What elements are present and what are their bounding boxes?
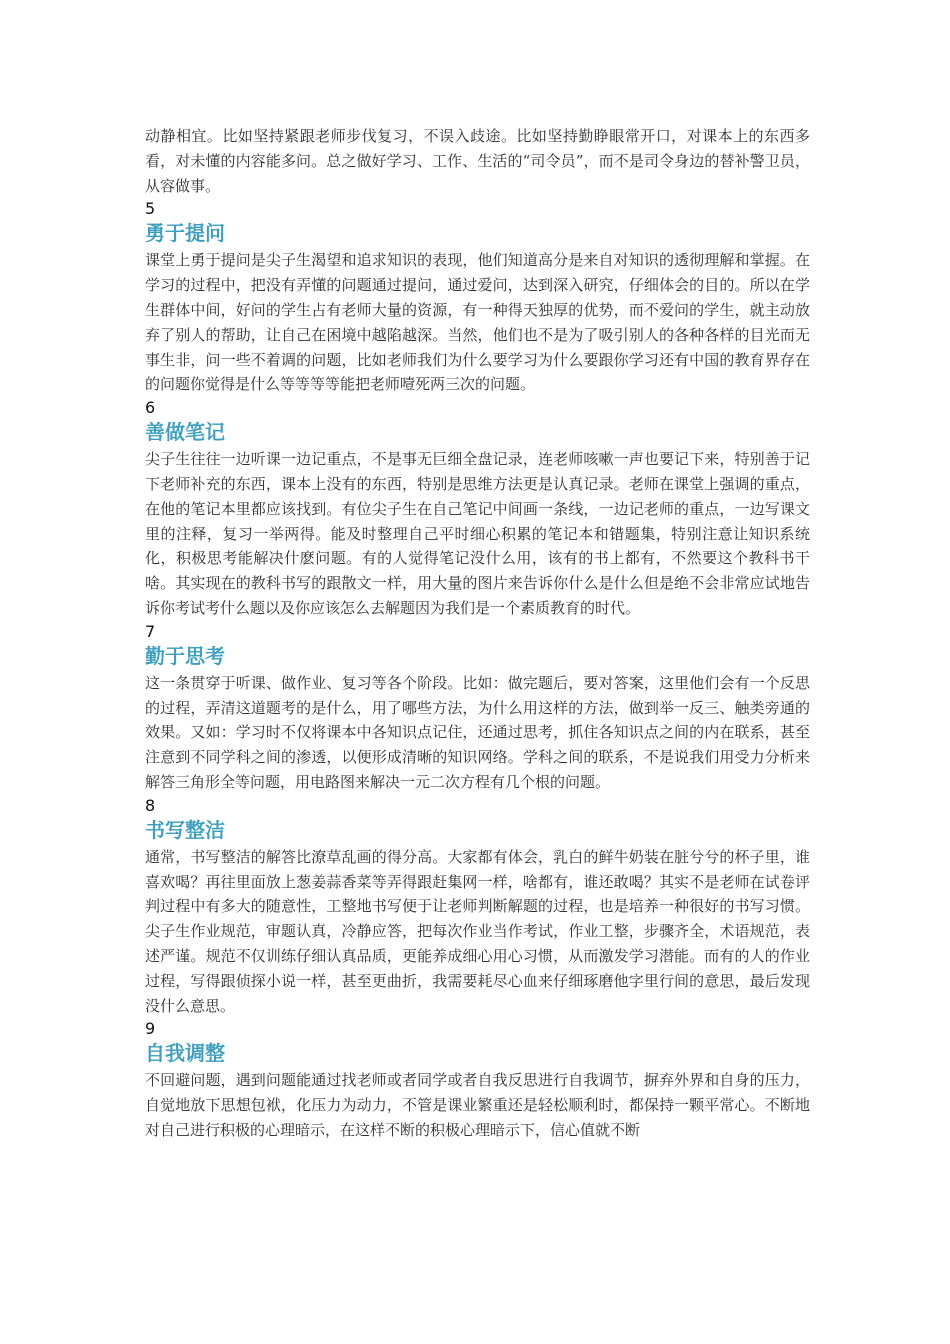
section-number: 9 xyxy=(145,1019,156,1039)
section-5 xyxy=(145,199,810,397)
section-number: 5 xyxy=(145,199,156,219)
section-heading: 善做笔记 xyxy=(145,420,225,445)
section-7 xyxy=(145,622,810,795)
section-body: 不回避问题，遇到问题能通过找老师或者同学或者自我反思进行自我调节，摒弃外界和自身的压力，自觉地放下思想包袱，化压力为动力，不管是课业繁重还是轻松顺利时，都保持一颗平常心。不断地对自己进行积极的心理暗示，在这样不断的积极心理暗示下，信心值就不断 xyxy=(145,1071,810,1139)
section-9 xyxy=(145,1019,810,1142)
section-body: 尖子生往往一边听课一边记重点，不是事无巨细全盘记录，连老师咳嗽一声也要记下来，特别善于记下老师补充的东西，课本上没有的东西，特别是思维方法更是认真记录。老师在课堂上强调的重点，在他的笔记本里都应该找到。有位尖子生在自己笔记中间画一条线，一边记老师的重点，一边写课文里的注释，复习一举两得。能及时整理自己平时细心积累的笔记本和错题集，特别注意让知识系统化，积极思考能解决什麽问题。有的人觉得笔记没什么用，该有的书上都有，不然要这个教科书干啥。其实现在的教科书写的跟散文一样，用大量的图片来告诉你什么是什么但是绝不会非常应试地告诉你考试考什么题以及你应该怎么去解题因为我们是一个素质教育的时代。 xyxy=(145,450,810,617)
section-number: 8 xyxy=(145,795,156,815)
section-heading: 自我调整 xyxy=(145,1041,225,1066)
section-6 xyxy=(145,398,810,621)
section-heading: 勇于提问 xyxy=(145,221,225,246)
section-number: 6 xyxy=(145,398,156,418)
section-heading: 书写整洁 xyxy=(145,817,225,842)
section-heading: 勤于思考 xyxy=(145,643,225,668)
document-page xyxy=(145,124,810,1143)
section-number: 7 xyxy=(145,621,156,641)
section-body: 这一条贯穿于听课、做作业、复习等各个阶段。比如：做完题后，要对答案，这里他们会有一个反思的过程，弄清这道题考的是什么，用了哪些方法，为什么用这样的方法，做到举一反三、触类旁通的效果。又如：学习时不仅将课本中各知识点记住，还通过思考，抓住各知识点之间的内在联系，甚至注意到不同学科之间的渗透，以便形成清晰的知识网络。学科之间的联系，不是说我们用受力分析来解答三角形全等问题，用电路图来解决一元二次方程有几个根的问题。 xyxy=(145,673,810,791)
section-body: 通常，书写整洁的解答比潦草乱画的得分高。大家都有体会，乳白的鲜牛奶装在脏兮兮的杯子里，谁喜欢喝？再往里面放上葱姜蒜香菜等弄得跟赶集网一样，啥都有，谁还敢喝？其实不是老师在试卷评判过程中有多大的随意性，工整地书写便于让老师判断解题的过程，也是培养一种很好的书写习惯。尖子生作业规范，审题认真，冷静应答，把每次作业当作考试，作业工整，步骤齐全，术语规范，表述严谨。规范不仅训练仔细认真品质，更能养成细心用心习惯，从而激发学习潜能。而有的人的作业过程，写得跟侦探小说一样，甚至更曲折，我需要耗尽心血来仔细琢磨他字里行间的意思，最后发现没什么意思。 xyxy=(145,847,810,1015)
section-body: 课堂上勇于提问是尖子生渴望和追求知识的表现，他们知道高分是来自对知识的透彻理解和掌握。在学习的过程中，把没有弄懂的问题通过提问，通过爱问，达到深入研究，仔细体会的目的。所以在学生群体中间，好问的学生占有老师大量的资源，有一种得天独厚的优势，而不爱问的学生，就主动放弃了别人的帮助，让自己在困境中越陷越深。当然，他们也不是为了吸引别人的各种各样的目光而无事生非，问一些不着调的问题，比如老师我们为什么要学习为什么要跟你学习还有中国的教育界存在的问题你觉得是什么等等等等能把老师噎死两三次的问题。 xyxy=(145,251,810,394)
section-8 xyxy=(145,796,810,1019)
intro-paragraph: 动静相宜。比如坚持紧跟老师步伐复习，不误入歧途。比如坚持勤睁眼常开口，对课本上的东西多看，对未懂的内容能多问。总之做好学习、工作、生活的“司令员”，而不是司令身边的替补警卫员，从容做事。 xyxy=(145,127,810,195)
